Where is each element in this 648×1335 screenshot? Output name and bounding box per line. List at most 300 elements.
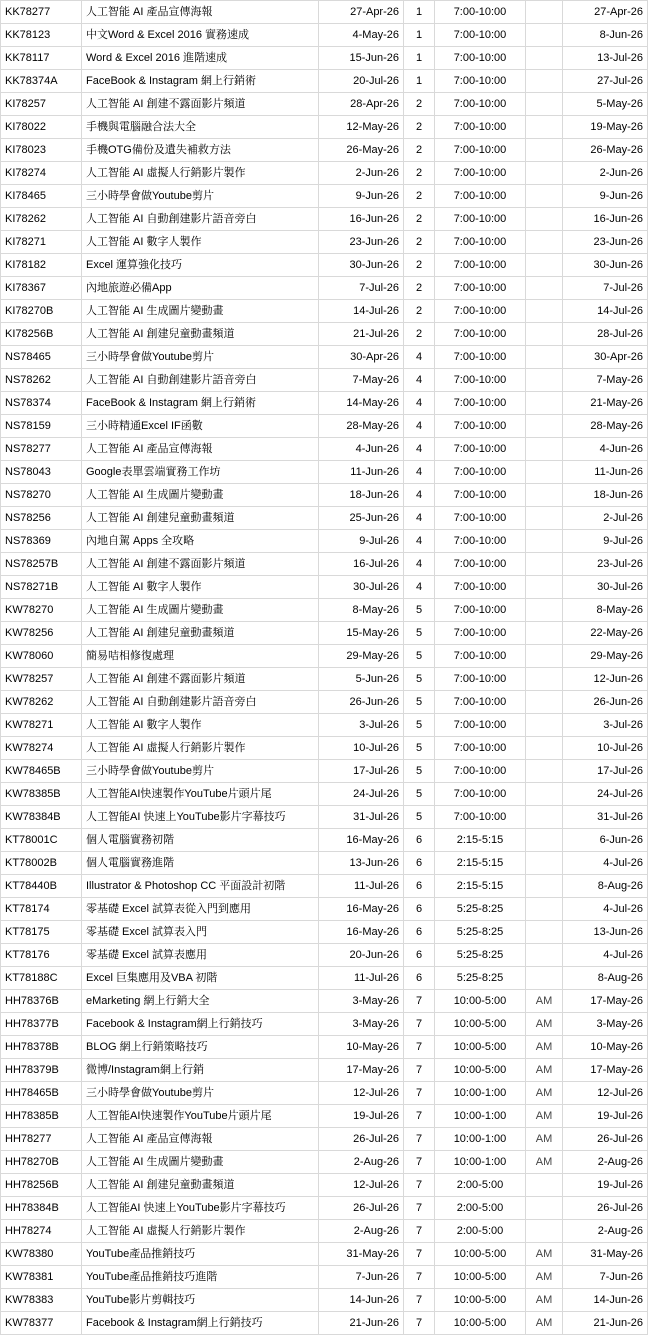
ampm-marker-cell	[526, 829, 563, 852]
group-number-cell: 4	[404, 346, 435, 369]
table-row	[1, 1128, 648, 1151]
table-row	[1, 139, 648, 162]
table-row	[1, 208, 648, 231]
group-number-cell: 5	[404, 599, 435, 622]
start-date-cell: 15-Jun-26	[319, 47, 404, 70]
group-number-cell: 1	[404, 24, 435, 47]
end-date-cell: 4-Jun-26	[563, 438, 648, 461]
ampm-marker-cell: AM	[526, 1059, 563, 1082]
course-code-cell: KI78022	[1, 116, 82, 139]
group-number-cell: 6	[404, 898, 435, 921]
table-row	[1, 553, 648, 576]
table-row	[1, 783, 648, 806]
ampm-marker-cell	[526, 898, 563, 921]
start-date-cell: 10-May-26	[319, 1036, 404, 1059]
class-time-cell: 7:00-10:00	[435, 760, 526, 783]
course-code-cell: KI78465	[1, 185, 82, 208]
ampm-marker-cell	[526, 553, 563, 576]
course-code-cell: KW78271	[1, 714, 82, 737]
start-date-cell: 26-Jun-26	[319, 691, 404, 714]
group-number-cell: 5	[404, 806, 435, 829]
end-date-cell: 29-May-26	[563, 645, 648, 668]
group-number-cell: 7	[404, 1174, 435, 1197]
course-title-cell: 人工智能 AI 生成圖片變動畫	[82, 1151, 319, 1174]
ampm-marker-cell	[526, 714, 563, 737]
end-date-cell: 2-Jun-26	[563, 162, 648, 185]
end-date-cell: 31-Jul-26	[563, 806, 648, 829]
table-row	[1, 24, 648, 47]
end-date-cell: 26-Jul-26	[563, 1128, 648, 1151]
start-date-cell: 4-Jun-26	[319, 438, 404, 461]
course-code-cell: HH78256B	[1, 1174, 82, 1197]
table-row	[1, 1243, 648, 1266]
course-title-cell: BLOG 網上行銷策略技巧	[82, 1036, 319, 1059]
end-date-cell: 26-Jul-26	[563, 1197, 648, 1220]
table-row	[1, 714, 648, 737]
ampm-marker-cell	[526, 461, 563, 484]
course-title-cell: 三小時學會做Youtube剪片	[82, 1082, 319, 1105]
course-title-cell: Illustrator & Photoshop CC 平面設計初階	[82, 875, 319, 898]
class-time-cell: 7:00-10:00	[435, 277, 526, 300]
end-date-cell: 21-Jun-26	[563, 1312, 648, 1335]
group-number-cell: 4	[404, 576, 435, 599]
end-date-cell: 19-Jul-26	[563, 1174, 648, 1197]
end-date-cell: 26-May-26	[563, 139, 648, 162]
start-date-cell: 17-Jul-26	[319, 760, 404, 783]
class-time-cell: 5:25-8:25	[435, 921, 526, 944]
course-title-cell: 人工智能 AI 數字人製作	[82, 576, 319, 599]
ampm-marker-cell	[526, 185, 563, 208]
table-row	[1, 967, 648, 990]
ampm-marker-cell	[526, 70, 563, 93]
course-code-cell: KW78256	[1, 622, 82, 645]
group-number-cell: 5	[404, 737, 435, 760]
end-date-cell: 19-Jul-26	[563, 1105, 648, 1128]
course-title-cell: 三小時學會做Youtube剪片	[82, 346, 319, 369]
end-date-cell: 17-May-26	[563, 990, 648, 1013]
start-date-cell: 4-May-26	[319, 24, 404, 47]
table-row	[1, 484, 648, 507]
class-time-cell: 7:00-10:00	[435, 392, 526, 415]
table-row	[1, 1312, 648, 1335]
table-row	[1, 185, 648, 208]
course-code-cell: NS78257B	[1, 553, 82, 576]
course-code-cell: KK78277	[1, 1, 82, 24]
course-title-cell: 手機與電腦融合法大全	[82, 116, 319, 139]
class-time-cell: 7:00-10:00	[435, 24, 526, 47]
table-row	[1, 1105, 648, 1128]
ampm-marker-cell	[526, 875, 563, 898]
class-time-cell: 10:00-5:00	[435, 1312, 526, 1335]
start-date-cell: 28-May-26	[319, 415, 404, 438]
ampm-marker-cell: AM	[526, 1105, 563, 1128]
ampm-marker-cell	[526, 944, 563, 967]
class-time-cell: 7:00-10:00	[435, 208, 526, 231]
course-title-cell: Facebook & Instagram網上行銷技巧	[82, 1312, 319, 1335]
class-time-cell: 10:00-5:00	[435, 1266, 526, 1289]
table-row	[1, 576, 648, 599]
class-time-cell: 7:00-10:00	[435, 415, 526, 438]
end-date-cell: 4-Jul-26	[563, 852, 648, 875]
group-number-cell: 4	[404, 484, 435, 507]
end-date-cell: 24-Jul-26	[563, 783, 648, 806]
class-time-cell: 10:00-5:00	[435, 1289, 526, 1312]
group-number-cell: 4	[404, 507, 435, 530]
class-time-cell: 7:00-10:00	[435, 645, 526, 668]
course-title-cell: Excel 運算強化技巧	[82, 254, 319, 277]
end-date-cell: 18-Jun-26	[563, 484, 648, 507]
end-date-cell: 21-May-26	[563, 392, 648, 415]
course-title-cell: 人工智能 AI 虛擬人行銷影片製作	[82, 737, 319, 760]
class-time-cell: 5:25-8:25	[435, 898, 526, 921]
group-number-cell: 7	[404, 1289, 435, 1312]
start-date-cell: 12-Jul-26	[319, 1082, 404, 1105]
course-title-cell: 人工智能AI 快速上YouTube影片字幕技巧	[82, 806, 319, 829]
course-code-cell: NS78374	[1, 392, 82, 415]
start-date-cell: 21-Jul-26	[319, 323, 404, 346]
end-date-cell: 3-Jul-26	[563, 714, 648, 737]
group-number-cell: 4	[404, 553, 435, 576]
group-number-cell: 6	[404, 829, 435, 852]
group-number-cell: 5	[404, 760, 435, 783]
table-row	[1, 116, 648, 139]
ampm-marker-cell	[526, 1174, 563, 1197]
course-code-cell: KW78262	[1, 691, 82, 714]
start-date-cell: 3-Jul-26	[319, 714, 404, 737]
group-number-cell: 2	[404, 254, 435, 277]
ampm-marker-cell	[526, 967, 563, 990]
start-date-cell: 3-May-26	[319, 1013, 404, 1036]
course-title-cell: 零基礎 Excel 試算表入門	[82, 921, 319, 944]
course-title-cell: 人工智能 AI 生成圖片變動畫	[82, 300, 319, 323]
group-number-cell: 2	[404, 300, 435, 323]
start-date-cell: 29-May-26	[319, 645, 404, 668]
course-title-cell: 人工智能 AI 創建兒童動畫頻道	[82, 622, 319, 645]
course-code-cell: KT78175	[1, 921, 82, 944]
course-code-cell: KI78271	[1, 231, 82, 254]
ampm-marker-cell	[526, 806, 563, 829]
end-date-cell: 14-Jul-26	[563, 300, 648, 323]
ampm-marker-cell	[526, 300, 563, 323]
group-number-cell: 1	[404, 1, 435, 24]
ampm-marker-cell	[526, 1, 563, 24]
table-row	[1, 622, 648, 645]
end-date-cell: 16-Jun-26	[563, 208, 648, 231]
start-date-cell: 16-May-26	[319, 921, 404, 944]
ampm-marker-cell	[526, 737, 563, 760]
course-title-cell: eMarketing 網上行銷大全	[82, 990, 319, 1013]
end-date-cell: 2-Aug-26	[563, 1151, 648, 1174]
table-row	[1, 530, 648, 553]
class-time-cell: 7:00-10:00	[435, 346, 526, 369]
course-code-cell: NS78271B	[1, 576, 82, 599]
course-title-cell: 內地旅遊必備App	[82, 277, 319, 300]
start-date-cell: 30-Apr-26	[319, 346, 404, 369]
end-date-cell: 8-Jun-26	[563, 24, 648, 47]
class-time-cell: 7:00-10:00	[435, 507, 526, 530]
table-row	[1, 852, 648, 875]
table-row	[1, 93, 648, 116]
group-number-cell: 7	[404, 1243, 435, 1266]
course-title-cell: 人工智能 AI 數字人製作	[82, 714, 319, 737]
ampm-marker-cell	[526, 783, 563, 806]
table-row	[1, 438, 648, 461]
course-title-cell: 三小時精通Excel IF函數	[82, 415, 319, 438]
group-number-cell: 7	[404, 1220, 435, 1243]
course-code-cell: KW78377	[1, 1312, 82, 1335]
class-time-cell: 7:00-10:00	[435, 783, 526, 806]
course-title-cell: 零基礎 Excel 試算表應用	[82, 944, 319, 967]
end-date-cell: 17-Jul-26	[563, 760, 648, 783]
table-row	[1, 990, 648, 1013]
class-time-cell: 2:00-5:00	[435, 1197, 526, 1220]
group-number-cell: 6	[404, 921, 435, 944]
ampm-marker-cell: AM	[526, 1036, 563, 1059]
ampm-marker-cell: AM	[526, 1289, 563, 1312]
course-title-cell: 人工智能 AI 創建不露面影片頻道	[82, 668, 319, 691]
class-time-cell: 5:25-8:25	[435, 944, 526, 967]
start-date-cell: 31-Jul-26	[319, 806, 404, 829]
end-date-cell: 28-Jul-26	[563, 323, 648, 346]
group-number-cell: 4	[404, 530, 435, 553]
ampm-marker-cell	[526, 392, 563, 415]
start-date-cell: 30-Jul-26	[319, 576, 404, 599]
course-code-cell: HH78277	[1, 1128, 82, 1151]
course-code-cell: KI78023	[1, 139, 82, 162]
table-row	[1, 1266, 648, 1289]
ampm-marker-cell	[526, 438, 563, 461]
end-date-cell: 7-Jul-26	[563, 277, 648, 300]
group-number-cell: 5	[404, 714, 435, 737]
end-date-cell: 7-Jun-26	[563, 1266, 648, 1289]
course-title-cell: 人工智能 AI 生成圖片變動畫	[82, 484, 319, 507]
start-date-cell: 14-Jul-26	[319, 300, 404, 323]
course-title-cell: 個人電腦實務進階	[82, 852, 319, 875]
start-date-cell: 15-May-26	[319, 622, 404, 645]
class-time-cell: 7:00-10:00	[435, 461, 526, 484]
ampm-marker-cell	[526, 484, 563, 507]
course-code-cell: HH78377B	[1, 1013, 82, 1036]
ampm-marker-cell	[526, 599, 563, 622]
start-date-cell: 16-Jun-26	[319, 208, 404, 231]
group-number-cell: 5	[404, 783, 435, 806]
table-row	[1, 415, 648, 438]
course-code-cell: NS78369	[1, 530, 82, 553]
group-number-cell: 2	[404, 208, 435, 231]
course-title-cell: 三小時學會做Youtube剪片	[82, 185, 319, 208]
course-title-cell: YouTube產品推銷技巧	[82, 1243, 319, 1266]
class-time-cell: 10:00-1:00	[435, 1105, 526, 1128]
group-number-cell: 5	[404, 691, 435, 714]
ampm-marker-cell: AM	[526, 1151, 563, 1174]
start-date-cell: 16-Jul-26	[319, 553, 404, 576]
end-date-cell: 30-Jun-26	[563, 254, 648, 277]
course-code-cell: HH78376B	[1, 990, 82, 1013]
course-title-cell: 人工智能 AI 創建兒童動畫頻道	[82, 507, 319, 530]
course-code-cell: NS78270	[1, 484, 82, 507]
class-time-cell: 2:00-5:00	[435, 1174, 526, 1197]
start-date-cell: 25-Jun-26	[319, 507, 404, 530]
course-title-cell: 人工智能 AI 生成圖片變動畫	[82, 599, 319, 622]
ampm-marker-cell	[526, 415, 563, 438]
start-date-cell: 17-May-26	[319, 1059, 404, 1082]
end-date-cell: 23-Jul-26	[563, 553, 648, 576]
class-time-cell: 10:00-5:00	[435, 1013, 526, 1036]
course-code-cell: KT78188C	[1, 967, 82, 990]
class-time-cell: 10:00-5:00	[435, 1243, 526, 1266]
table-row	[1, 1, 648, 24]
end-date-cell: 26-Jun-26	[563, 691, 648, 714]
table-row	[1, 507, 648, 530]
start-date-cell: 28-Apr-26	[319, 93, 404, 116]
end-date-cell: 3-May-26	[563, 1013, 648, 1036]
table-row	[1, 760, 648, 783]
class-time-cell: 2:15-5:15	[435, 875, 526, 898]
class-time-cell: 7:00-10:00	[435, 553, 526, 576]
class-time-cell: 7:00-10:00	[435, 622, 526, 645]
course-title-cell: Excel 巨集應用及VBA 初階	[82, 967, 319, 990]
start-date-cell: 11-Jun-26	[319, 461, 404, 484]
course-code-cell: KI78256B	[1, 323, 82, 346]
course-title-cell: 人工智能 AI 自動創建影片語音旁白	[82, 691, 319, 714]
end-date-cell: 31-May-26	[563, 1243, 648, 1266]
group-number-cell: 2	[404, 139, 435, 162]
group-number-cell: 4	[404, 392, 435, 415]
ampm-marker-cell	[526, 576, 563, 599]
end-date-cell: 13-Jul-26	[563, 47, 648, 70]
class-time-cell: 7:00-10:00	[435, 70, 526, 93]
table-row	[1, 369, 648, 392]
course-code-cell: KT78176	[1, 944, 82, 967]
course-title-cell: Facebook & Instagram網上行銷技巧	[82, 1013, 319, 1036]
course-code-cell: NS78159	[1, 415, 82, 438]
start-date-cell: 14-May-26	[319, 392, 404, 415]
group-number-cell: 7	[404, 990, 435, 1013]
ampm-marker-cell: AM	[526, 1013, 563, 1036]
course-title-cell: 人工智能AI快速製作YouTube片頭片尾	[82, 783, 319, 806]
group-number-cell: 2	[404, 231, 435, 254]
ampm-marker-cell	[526, 760, 563, 783]
table-row	[1, 1082, 648, 1105]
end-date-cell: 9-Jun-26	[563, 185, 648, 208]
start-date-cell: 16-May-26	[319, 829, 404, 852]
course-code-cell: KW78270	[1, 599, 82, 622]
class-time-cell: 7:00-10:00	[435, 438, 526, 461]
course-code-cell: KK78374A	[1, 70, 82, 93]
course-code-cell: KT78001C	[1, 829, 82, 852]
course-code-cell: KK78123	[1, 24, 82, 47]
course-code-cell: KW78383	[1, 1289, 82, 1312]
ampm-marker-cell: AM	[526, 1266, 563, 1289]
ampm-marker-cell	[526, 1220, 563, 1243]
end-date-cell: 8-Aug-26	[563, 875, 648, 898]
ampm-marker-cell	[526, 24, 563, 47]
class-time-cell: 10:00-1:00	[435, 1128, 526, 1151]
ampm-marker-cell	[526, 668, 563, 691]
start-date-cell: 11-Jul-26	[319, 967, 404, 990]
ampm-marker-cell	[526, 530, 563, 553]
course-code-cell: HH78384B	[1, 1197, 82, 1220]
course-table-body	[1, 1, 648, 1335]
start-date-cell: 11-Jul-26	[319, 875, 404, 898]
class-time-cell: 7:00-10:00	[435, 530, 526, 553]
table-row	[1, 47, 648, 70]
end-date-cell: 12-Jun-26	[563, 668, 648, 691]
group-number-cell: 7	[404, 1312, 435, 1335]
ampm-marker-cell	[526, 254, 563, 277]
ampm-marker-cell: AM	[526, 1082, 563, 1105]
table-row	[1, 806, 648, 829]
course-title-cell: 人工智能AI 快速上YouTube影片字幕技巧	[82, 1197, 319, 1220]
group-number-cell: 6	[404, 967, 435, 990]
end-date-cell: 8-May-26	[563, 599, 648, 622]
table-row	[1, 1151, 648, 1174]
table-row	[1, 1289, 648, 1312]
start-date-cell: 3-May-26	[319, 990, 404, 1013]
class-time-cell: 7:00-10:00	[435, 93, 526, 116]
table-row	[1, 323, 648, 346]
class-time-cell: 7:00-10:00	[435, 599, 526, 622]
table-row	[1, 599, 648, 622]
end-date-cell: 28-May-26	[563, 415, 648, 438]
class-time-cell: 10:00-5:00	[435, 990, 526, 1013]
course-title-cell: Word & Excel 2016 進階速成	[82, 47, 319, 70]
group-number-cell: 7	[404, 1128, 435, 1151]
start-date-cell: 7-May-26	[319, 369, 404, 392]
start-date-cell: 10-Jul-26	[319, 737, 404, 760]
course-code-cell: HH78378B	[1, 1036, 82, 1059]
start-date-cell: 21-Jun-26	[319, 1312, 404, 1335]
class-time-cell: 7:00-10:00	[435, 300, 526, 323]
class-time-cell: 7:00-10:00	[435, 806, 526, 829]
table-row	[1, 346, 648, 369]
ampm-marker-cell	[526, 277, 563, 300]
group-number-cell: 4	[404, 369, 435, 392]
ampm-marker-cell: AM	[526, 1128, 563, 1151]
class-time-cell: 10:00-5:00	[435, 1036, 526, 1059]
course-title-cell: 人工智能 AI 產品宣傳海報	[82, 1, 319, 24]
group-number-cell: 6	[404, 852, 435, 875]
course-title-cell: 人工智能 AI 創建兒童動畫頻道	[82, 1174, 319, 1197]
course-code-cell: KW78384B	[1, 806, 82, 829]
group-number-cell: 2	[404, 185, 435, 208]
ampm-marker-cell	[526, 231, 563, 254]
table-row	[1, 70, 648, 93]
group-number-cell: 5	[404, 668, 435, 691]
start-date-cell: 7-Jun-26	[319, 1266, 404, 1289]
table-row	[1, 1174, 648, 1197]
course-code-cell: KW78380	[1, 1243, 82, 1266]
course-title-cell: YouTube影片剪輯技巧	[82, 1289, 319, 1312]
ampm-marker-cell	[526, 93, 563, 116]
ampm-marker-cell	[526, 507, 563, 530]
start-date-cell: 14-Jun-26	[319, 1289, 404, 1312]
start-date-cell: 26-Jul-26	[319, 1197, 404, 1220]
end-date-cell: 9-Jul-26	[563, 530, 648, 553]
course-title-cell: 人工智能 AI 產品宣傳海報	[82, 438, 319, 461]
course-code-cell: KW78274	[1, 737, 82, 760]
ampm-marker-cell	[526, 691, 563, 714]
course-code-cell: KI78257	[1, 93, 82, 116]
start-date-cell: 18-Jun-26	[319, 484, 404, 507]
start-date-cell: 20-Jun-26	[319, 944, 404, 967]
end-date-cell: 27-Jul-26	[563, 70, 648, 93]
start-date-cell: 9-Jul-26	[319, 530, 404, 553]
course-title-cell: 人工智能 AI 創建不露面影片頻道	[82, 93, 319, 116]
start-date-cell: 2-Aug-26	[319, 1151, 404, 1174]
end-date-cell: 2-Jul-26	[563, 507, 648, 530]
group-number-cell: 1	[404, 47, 435, 70]
